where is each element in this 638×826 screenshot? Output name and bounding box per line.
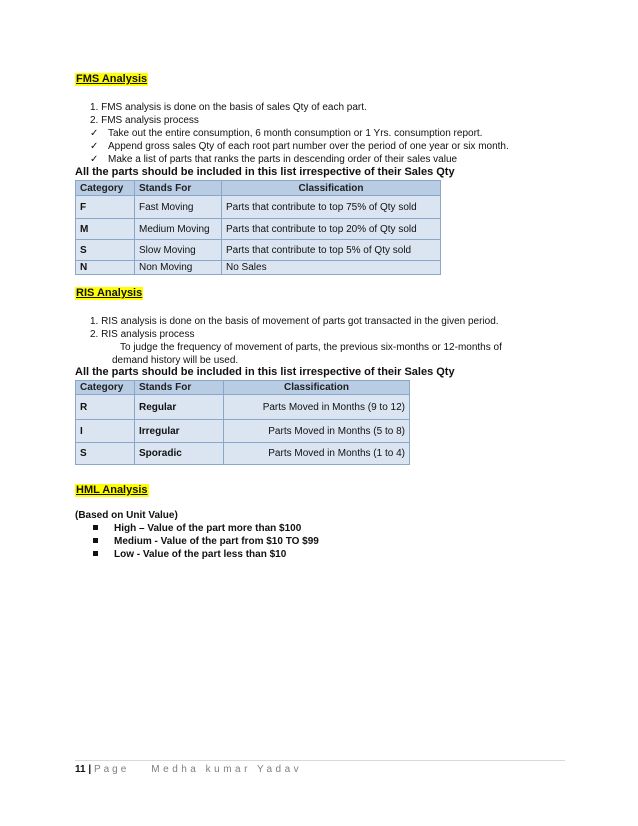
ris-paragraph: To judge the frequency of movement of parts, the previous six-months or 12-months of <box>120 342 502 353</box>
ris-table <box>75 380 410 465</box>
fms-check-item-2: ✓ Append gross sales Qty of each root part number over the period of one year or six month. <box>90 141 509 152</box>
page-footer <box>75 764 302 775</box>
table-row: S Slow Moving Parts that contribute to top 5% of Qty sold <box>76 240 441 261</box>
ris-heading: RIS Analysis <box>76 287 143 299</box>
fms-heading: FMS Analysis <box>76 73 148 85</box>
fms-table <box>75 180 441 275</box>
hml-bullet-high: High – Value of the part more than $100 <box>93 522 319 535</box>
table-header: Classification <box>222 181 441 196</box>
table-row: S Sporadic Parts Moved in Months (1 to 4) <box>76 443 410 465</box>
bullet-icon <box>93 551 98 556</box>
ris-numbered-list <box>90 315 499 341</box>
ris-paragraph-continued: demand history will be used. <box>112 355 239 366</box>
fms-check-item-3: ✓ Make a list of parts that ranks the parts in descending order of their sales value <box>90 154 458 165</box>
hml-basis: (Based on Unit Value) <box>75 510 178 521</box>
fms-checklist <box>90 127 509 166</box>
table-row: R Regular Parts Moved in Months (9 to 12) <box>76 395 410 420</box>
table-row: F Fast Moving Parts that contribute to top 75% of Qty sold <box>76 196 441 219</box>
table-header: Stands For <box>135 381 224 395</box>
table-row: I Irregular Parts Moved in Months (5 to 8) <box>76 420 410 443</box>
bullet-icon <box>93 525 98 530</box>
table-header: Classification <box>224 381 410 395</box>
table-header: Category <box>76 381 135 395</box>
page-number: 11 <box>75 764 86 775</box>
footer-divider <box>75 760 565 761</box>
checkmark-icon: ✓ <box>90 128 99 139</box>
hml-bullet-medium: Medium - Value of the part from $10 TO $99 <box>93 535 319 548</box>
ris-list-item-2: 2. RIS analysis process <box>90 329 195 340</box>
fms-numbered-list <box>90 101 367 127</box>
table-row: N Non Moving No Sales <box>76 261 441 275</box>
table-header: Category <box>76 181 135 196</box>
fms-list-item-2: 2. FMS analysis process <box>90 115 199 126</box>
fms-list-item-1: 1. FMS analysis is done on the basis of sales Qty of each part. <box>90 102 367 113</box>
hml-bullet-list <box>93 522 319 561</box>
checkmark-icon: ✓ <box>90 154 99 165</box>
fms-note: All the parts should be included in this list irrespective of their Sales Qty <box>75 166 455 178</box>
fms-check-item-1: ✓ Take out the entire consumption, 6 month consumption or 1 Yrs. consumption report. <box>90 128 483 139</box>
footer-separator: | <box>85 764 94 775</box>
ris-list-item-1: 1. RIS analysis is done on the basis of movement of parts got transacted in the given period. <box>90 316 499 327</box>
checkmark-icon: ✓ <box>90 141 99 152</box>
bullet-icon <box>93 538 98 543</box>
page-word: Page <box>93 764 130 775</box>
hml-bullet-low: Low - Value of the part less than $10 <box>93 548 319 561</box>
hml-heading: HML Analysis <box>76 484 148 496</box>
table-header: Stands For <box>135 181 222 196</box>
author-name: Medha kumar Yadav <box>151 764 303 775</box>
ris-note: All the parts should be included in this list irrespective of their Sales Qty <box>75 366 455 378</box>
table-row: M Medium Moving Parts that contribute to top 20% of Qty sold <box>76 219 441 240</box>
